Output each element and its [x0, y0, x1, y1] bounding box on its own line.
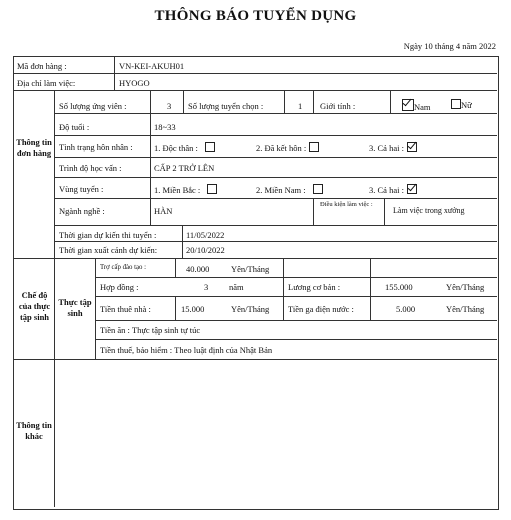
region-south-option[interactable]: 2. Miền Nam : — [256, 184, 323, 195]
notice-date: Ngày 10 tháng 4 năm 2022 — [403, 41, 496, 51]
section-trainee: Thực tập sinh — [58, 297, 92, 318]
workplace-value: HYOGO — [119, 78, 150, 88]
marital-single-checkbox[interactable] — [205, 142, 215, 152]
job-value: HÀN — [154, 206, 173, 216]
education-label: Trình độ học vấn : — [59, 163, 122, 173]
selected-label: Số lượng tuyển chọn : — [188, 101, 264, 111]
applicants-label: Số lượng ứng viên : — [59, 101, 127, 111]
exam-label: Thời gian dự kiến thi tuyển : — [59, 230, 157, 240]
contract-label: Hợp đồng : — [100, 282, 139, 292]
workplace-label: Địa chỉ làm việc: — [17, 78, 76, 88]
marital-married-checkbox[interactable] — [309, 142, 319, 152]
exam-value: 11/05/2022 — [186, 230, 225, 240]
contract-value: 3 — [204, 282, 209, 292]
applicants-value: 3 — [167, 101, 172, 111]
rent-label: Tiền thuê nhà : — [100, 304, 151, 314]
gender-label: Giới tính : — [320, 101, 356, 111]
section-order-info: Thông tin đơn hàng — [16, 137, 52, 158]
region-label: Vùng tuyển : — [59, 184, 104, 194]
departure-label: Thời gian xuất cảnh dự kiến: — [59, 245, 158, 255]
salary-label: Lương cơ bản : — [288, 282, 341, 292]
food-text: Tiền ăn : Thực tập sinh tự túc — [100, 325, 201, 335]
section-trainee-policy: Chế độ của thực tập sinh — [18, 290, 51, 322]
selected-value: 1 — [298, 101, 303, 111]
page-title: THÔNG BÁO TUYỂN DỤNG — [154, 8, 357, 24]
region-both-checkbox[interactable] — [407, 184, 417, 194]
conditions-value: Làm việc trong xưởng — [393, 206, 465, 215]
marital-label: Tình trạng hôn nhân : — [59, 142, 133, 152]
marital-married-option[interactable]: 2. Đã kết hôn : — [256, 142, 319, 153]
education-value: CẤP 2 TRỞ LÊN — [154, 163, 215, 173]
utilities-unit: Yên/Tháng — [446, 304, 485, 314]
section-other-info: Thông tin khác — [16, 420, 52, 441]
job-label: Ngành nghề : — [59, 206, 105, 216]
gender-male-option[interactable]: Nam — [402, 99, 431, 112]
order-code-label: Mã đơn hàng : — [17, 61, 67, 71]
gender-male-checkbox[interactable] — [402, 99, 414, 111]
gender-female-checkbox[interactable] — [451, 99, 461, 109]
region-north-checkbox[interactable] — [207, 184, 217, 194]
training-allowance-label: Trợ cấp đào tạo : — [100, 264, 147, 271]
gender-female-option[interactable]: Nữ — [451, 99, 472, 110]
rent-value: 15.000 — [181, 304, 205, 314]
utilities-label: Tiền ga điện nước : — [288, 304, 354, 314]
contract-unit: năm — [229, 282, 244, 292]
utilities-value: 5.000 — [396, 304, 416, 314]
region-both-option[interactable]: 3. Cả hai : — [369, 184, 417, 195]
training-allowance-value: 40.000 — [186, 264, 210, 274]
training-allowance-unit: Yên/Tháng — [231, 264, 270, 274]
age-label: Độ tuổi : — [59, 122, 90, 132]
marital-both-checkbox[interactable] — [407, 142, 417, 152]
salary-value: 155.000 — [385, 282, 413, 292]
age-value: 18~33 — [154, 122, 176, 132]
region-north-option[interactable]: 1. Miền Bắc : — [154, 184, 217, 195]
conditions-label: Điều kiện làm việc : — [320, 201, 373, 208]
salary-unit: Yên/Tháng — [446, 282, 485, 292]
marital-both-option[interactable]: 3. Cả hai : — [369, 142, 417, 153]
marital-single-option[interactable]: 1. Độc thân : — [154, 142, 215, 153]
tax-text: Tiền thuế, bảo hiểm : Theo luật định của Nhật Bản — [100, 345, 273, 355]
rent-unit: Yên/Tháng — [231, 304, 270, 314]
departure-value: 20/10/2022 — [186, 245, 225, 255]
region-south-checkbox[interactable] — [313, 184, 323, 194]
order-code-value: VN-KEI-AKUH01 — [119, 61, 185, 71]
other-info-area[interactable] — [55, 360, 496, 507]
